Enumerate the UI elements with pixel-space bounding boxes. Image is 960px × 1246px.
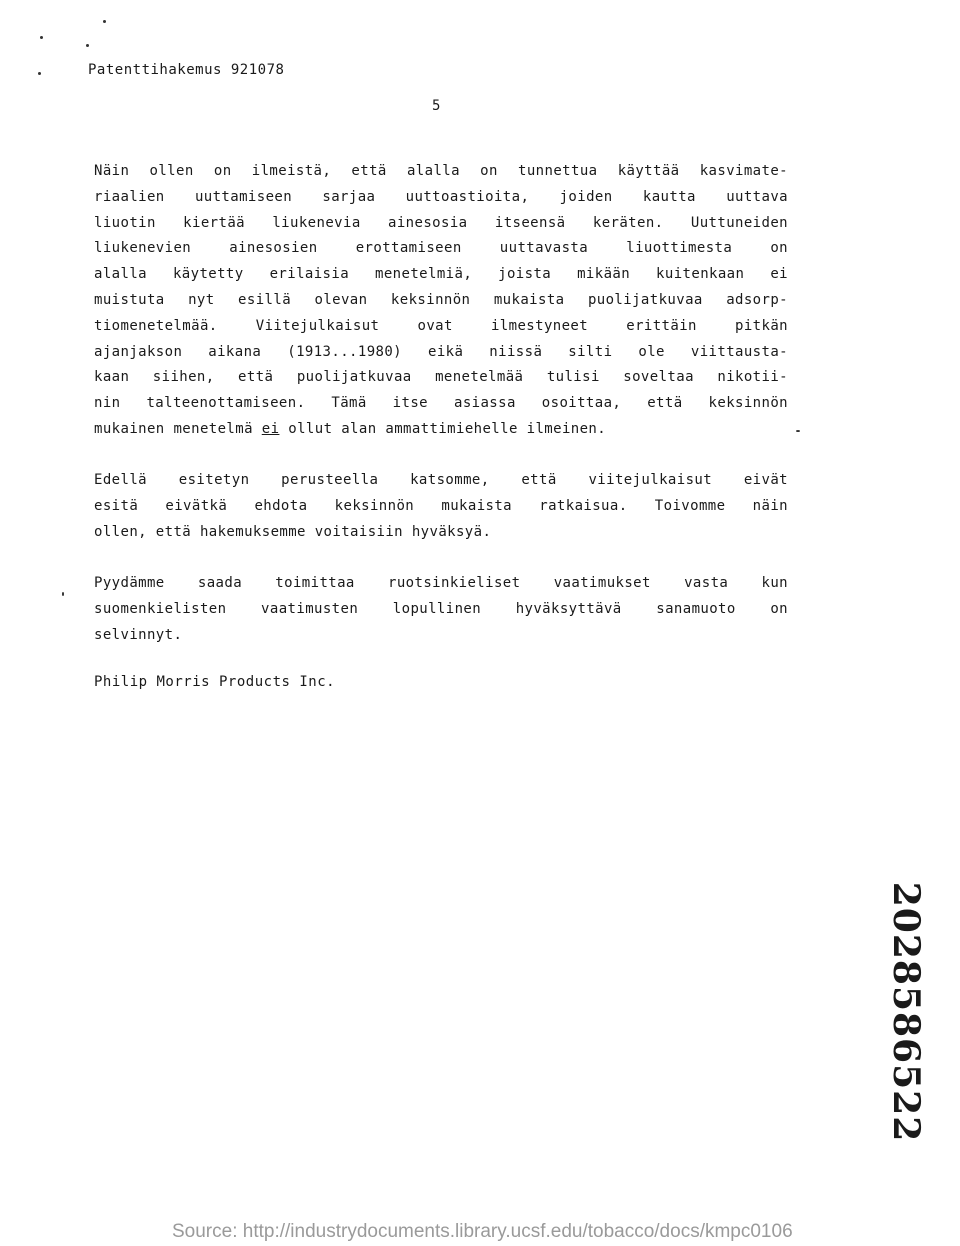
text-line: Näin ollen on ilmeistä, että alalla on tunnettua käyttää kasvimate-: [94, 163, 788, 179]
scan-speck: [103, 20, 106, 23]
text-line: suomenkielisten vaatimusten lopullinen hyväksyttävä sanamuoto on: [94, 600, 788, 617]
scan-speck: [796, 430, 800, 432]
application-title: Patenttihakemus 921078: [88, 62, 285, 78]
scan-speck: [86, 44, 89, 47]
bates-number: 2028586522: [885, 881, 927, 1143]
signature-company: Philip Morris Products Inc.: [94, 674, 336, 690]
text-line: riaalien uuttamiseen sarjaa uuttoastioita, joiden kautta uuttava: [94, 188, 788, 205]
text-line: muistuta nyt esillä olevan keksinnön mukaista puolijatkuvaa adsorp-: [94, 291, 788, 308]
text-line: esitä eivätkä ehdota keksinnön mukaista ratkaisua. Toivomme näin: [94, 497, 788, 514]
text-line-last: [94, 417, 788, 443]
paragraph-request: [94, 571, 788, 648]
text-line: selvinnyt.: [94, 626, 183, 643]
text-segment: ollut alan ammattimiehelle ilmeinen.: [279, 420, 607, 437]
text-segment: mukainen menetelmä: [94, 420, 262, 437]
page-number: 5: [432, 98, 441, 114]
scan-speck: [62, 592, 64, 596]
text-line: Pyydämme saada toimittaa ruotsinkieliset vaatimukset vasta kun: [94, 575, 788, 591]
scan-speck: [38, 72, 41, 75]
text-line: liukenevien ainesosien erottamiseen uuttavasta liuottimesta on: [94, 240, 788, 257]
text-line: kaan siihen, että puolijatkuvaa menetelmää tulisi soveltaa nikotii-: [94, 369, 788, 386]
text-line: nin talteenottamiseen. Tämä itse asiassa osoittaa, että keksinnön: [94, 395, 788, 412]
source-footer: Source: http://industrydocuments.library.ucsf.edu/tobacco/docs/kmpc0106: [172, 1221, 793, 1242]
text-line: Edellä esitetyn perusteella katsomme, että viitejulkaisut eivät: [94, 472, 788, 488]
text-line: liuotin kiertää liukenevia ainesosia itseensä keräten. Uuttuneiden: [94, 214, 788, 231]
text-line: alalla käytetty erilaisia menetelmiä, joista mikään kuitenkaan ei: [94, 266, 788, 283]
text-line: ajanjakson aikana (1913...1980) eikä niissä silti ole viittausta-: [94, 343, 788, 360]
text-line: ollen, että hakemuksemme voitaisiin hyväksyä.: [94, 523, 492, 540]
scan-speck: [40, 36, 43, 39]
text-line: tiomenetelmää. Viitejulkaisut ovat ilmestyneet erittäin pitkän: [94, 317, 788, 334]
underlined-word: ei: [261, 420, 280, 437]
paragraph-prior-art: [94, 159, 788, 443]
paragraph-conclusion: [94, 468, 788, 545]
